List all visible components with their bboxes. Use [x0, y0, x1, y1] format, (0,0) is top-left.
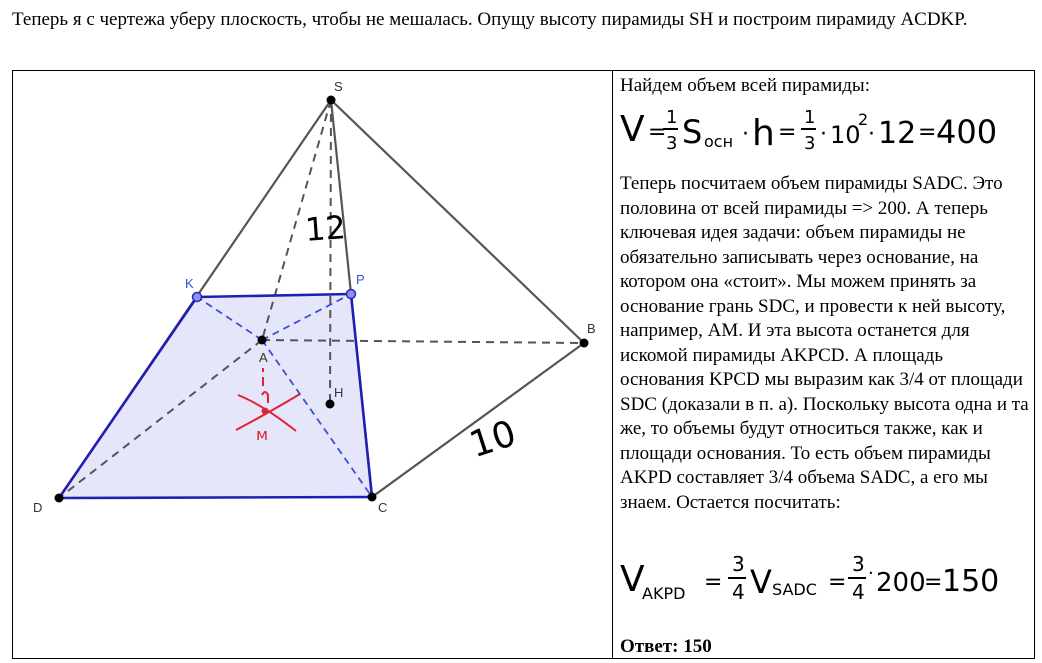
f2-frac1-num: 3: [732, 552, 745, 576]
f2-dot: ·: [868, 563, 874, 584]
point-K: [193, 293, 202, 302]
point-M: [262, 408, 269, 415]
f1-S: S: [682, 113, 703, 151]
f1-eq3: =: [918, 120, 937, 145]
label-M: м: [256, 425, 269, 444]
f2-eq3: =: [924, 570, 943, 595]
f1-frac2-num: 1: [804, 107, 816, 128]
label-H: H: [334, 385, 344, 400]
point-H: [326, 400, 335, 409]
edge-SB: [331, 100, 584, 343]
f2-V2: V: [750, 563, 772, 601]
f1-result: 400: [936, 113, 998, 151]
formula-volume-akpd: [612, 546, 1032, 616]
point-B: [580, 339, 589, 348]
f2-sub: AKPD: [642, 584, 686, 603]
f1-ten: 10: [830, 121, 861, 149]
f2-frac2-num: 3: [852, 552, 865, 576]
f1-lhs: V: [620, 109, 645, 150]
edge-CB: [372, 343, 584, 497]
right-panel-heading: Найдем объем всей пирамиды:: [620, 75, 870, 96]
height-value-label: 12: [303, 208, 348, 249]
label-C: C: [378, 500, 388, 515]
f1-eq2: =: [778, 120, 797, 145]
f2-result: 150: [942, 564, 1000, 599]
f1-dot2: ·: [868, 122, 875, 147]
section-face: [59, 294, 372, 498]
f1-frac2-den: 3: [804, 133, 816, 154]
pyramid-figure: [13, 71, 611, 658]
f2-V: V: [620, 559, 645, 600]
answer-text: Ответ: 150: [620, 636, 712, 657]
point-P: [347, 290, 356, 299]
side-value-label: 10: [464, 413, 522, 467]
f1-eq: =: [648, 120, 667, 145]
f1-h: h: [752, 113, 775, 154]
f1-dot-a: ·: [820, 122, 827, 147]
label-D: D: [33, 500, 43, 515]
f1-sub: осн: [704, 132, 734, 151]
f1-twelve: 12: [878, 116, 917, 151]
point-A: [258, 336, 267, 345]
label-A: A: [259, 350, 268, 365]
point-C: [368, 493, 377, 502]
f2-frac2-den: 4: [852, 580, 865, 604]
point-S: [327, 96, 336, 105]
f2-val: 200: [876, 568, 926, 598]
f1-dot: ·: [742, 122, 749, 147]
label-K: K: [185, 276, 194, 291]
label-P: P: [356, 272, 365, 287]
f1-frac1-den: 3: [666, 133, 678, 154]
formula-volume-whole: [612, 96, 1032, 166]
explanation-paragraph: Теперь посчитаем объем пирамиды SADC. Это половина от всей пирамиды => 200. А теперь ключевая идея задачи: объем пирамиды не обязательно записывать через основание, на котором она «стоит». Мы можем принять за основание грань SDC, и провести к ней высоту, например, AM. И эта высота останется для искомой пирамиды AKPCD. А площадь основания KPCD мы выразим как 3/4 от площади SDC (доказали в п. а). Поскольку высота одна и та же, то объемы будут относиться также, как и площади основания. То есть объем пирамиды AKPD составляет 3/4 объема SADC, а его мы знаем. Остается посчитать:: [620, 173, 1029, 513]
f2-sub2: SADC: [772, 580, 817, 599]
f2-frac1-den: 4: [732, 580, 745, 604]
label-S: S: [334, 79, 343, 94]
height-SH: [330, 100, 331, 404]
f1-frac1-num: 1: [666, 107, 678, 128]
f2-eq: =: [704, 570, 723, 595]
edge-DC: [59, 497, 372, 498]
f1-pow: 2: [858, 110, 869, 129]
f2-eq2: =: [828, 570, 847, 595]
intro-text: Теперь я с чертежа уберу плоскость, чтобы не мешалась. Опущу высоту пирамиды SH и построим пирамиду ACDKP.: [12, 9, 968, 30]
label-B: B: [587, 321, 596, 336]
point-D: [55, 494, 64, 503]
